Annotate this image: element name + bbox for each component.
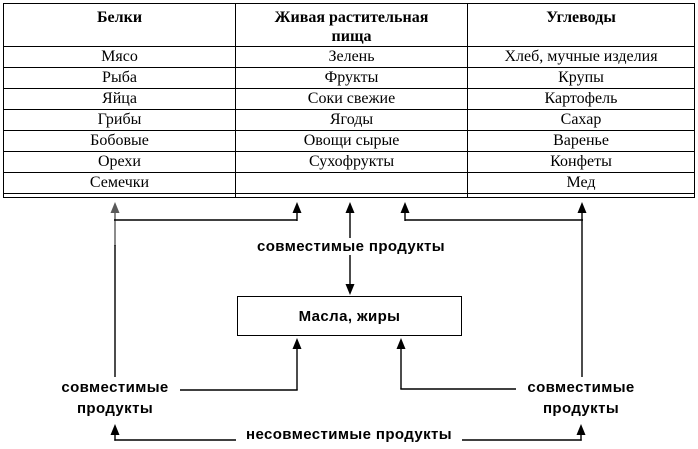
oils-fats-label: Масла, жиры bbox=[298, 307, 401, 325]
arrowhead-up-icon bbox=[397, 338, 406, 349]
arrowhead-up-icon bbox=[293, 338, 302, 349]
table-cell: Бобовые bbox=[4, 131, 236, 152]
arrowhead-up-icon bbox=[111, 202, 120, 213]
table-cell: Соки свежие bbox=[236, 89, 468, 110]
table-row bbox=[4, 68, 695, 89]
header-plant-food bbox=[236, 4, 468, 47]
arrowhead-up-icon bbox=[577, 424, 586, 435]
table-cell: Яйца bbox=[4, 89, 236, 110]
table-cell: Картофель bbox=[468, 89, 695, 110]
table-cell: Грибы bbox=[4, 110, 236, 131]
table-cell: Крупы bbox=[468, 68, 695, 89]
table-row bbox=[4, 131, 695, 152]
table-cell: Сухофрукты bbox=[236, 152, 468, 173]
table-row bbox=[4, 152, 695, 173]
table-bottom-strip bbox=[4, 194, 695, 198]
arrowhead-down-icon bbox=[346, 284, 355, 295]
header-carbohydrates: Углеводы bbox=[468, 4, 695, 47]
table-cell: Зелень bbox=[236, 47, 468, 68]
table-cell: Овощи сырые bbox=[236, 131, 468, 152]
table-cell: Ягоды bbox=[236, 110, 468, 131]
table-cell bbox=[236, 173, 468, 194]
left-column-arrowhead-group bbox=[111, 202, 120, 213]
compatible-label-left: совместимые продукты bbox=[50, 377, 180, 419]
table-cell: Конфеты bbox=[468, 152, 695, 173]
table-row bbox=[4, 47, 695, 68]
table-cell: Хлеб, мучные изделия bbox=[468, 47, 695, 68]
table-cell: Рыба bbox=[4, 68, 236, 89]
arrowhead-up-icon bbox=[346, 202, 355, 213]
header-plant-food-label: Живая растительная пища bbox=[274, 9, 429, 45]
table-row bbox=[4, 173, 695, 194]
table-cell: Мед bbox=[468, 173, 695, 194]
arrowhead-up-icon bbox=[293, 202, 302, 213]
food-groups-table bbox=[3, 3, 695, 198]
arrowhead-up-icon bbox=[401, 202, 410, 213]
table-cell: Варенье bbox=[468, 131, 695, 152]
compatible-label-center: совместимые продукты bbox=[249, 238, 453, 255]
table-header-row bbox=[4, 4, 695, 47]
incompatible-label: несовместимые продукты bbox=[236, 426, 462, 443]
table-cell: Орехи bbox=[4, 152, 236, 173]
table-cell: Фрукты bbox=[236, 68, 468, 89]
compatible-label-right: совместимые продукты bbox=[516, 377, 646, 419]
header-proteins: Белки bbox=[4, 4, 236, 47]
table-cell: Семечки bbox=[4, 173, 236, 194]
table-cell-empty bbox=[468, 194, 695, 198]
table-cell-empty bbox=[4, 194, 236, 198]
table-cell: Сахар bbox=[468, 110, 695, 131]
arrowhead-up-icon bbox=[111, 424, 120, 435]
table-cell-empty bbox=[236, 194, 468, 198]
table-row bbox=[4, 89, 695, 110]
oils-fats-box bbox=[237, 296, 462, 336]
arrowhead-up-icon bbox=[578, 202, 587, 213]
table-row bbox=[4, 110, 695, 131]
table-cell: Мясо bbox=[4, 47, 236, 68]
